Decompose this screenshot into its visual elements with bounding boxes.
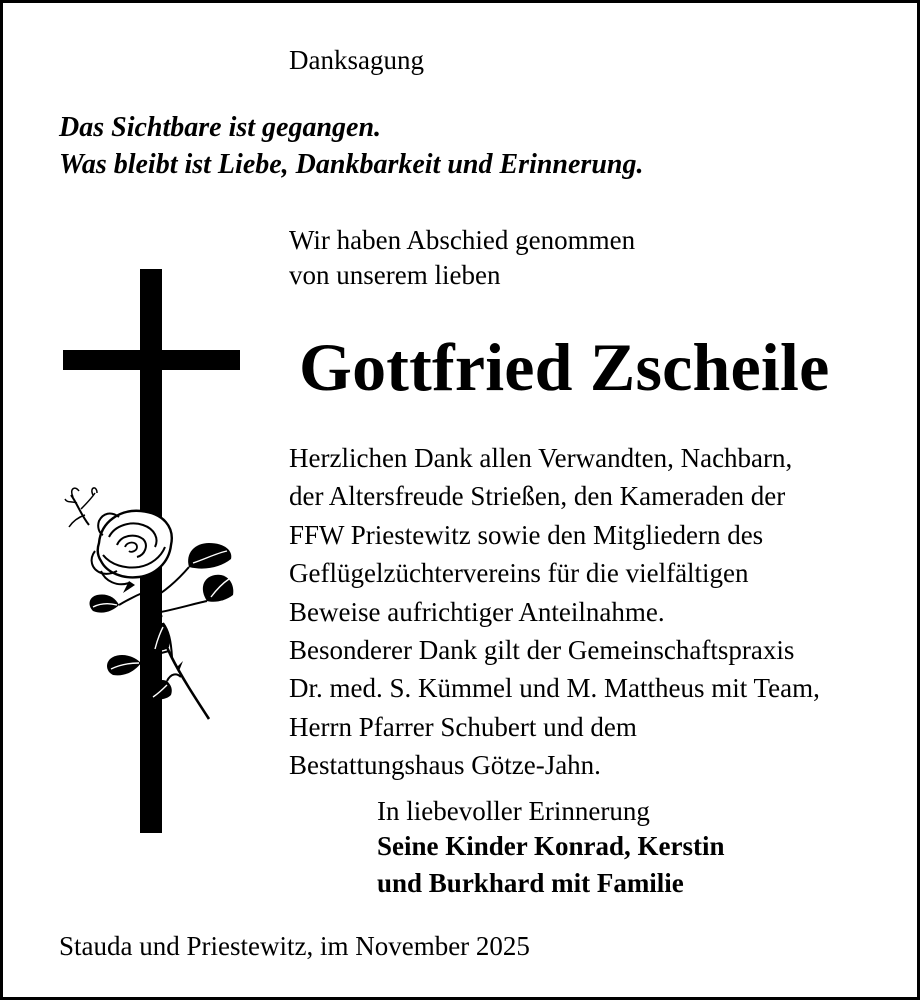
motto-line-2: Was bleibt ist Liebe, Dankbarkeit und Erinnerung. xyxy=(59,149,644,180)
thanks-line: Geflügelzüchtervereins für die vielfältigen xyxy=(289,558,749,589)
rose-icon xyxy=(59,481,239,726)
thanks-line: Besonderer Dank gilt der Gemeinschaftspraxis xyxy=(289,635,795,666)
thanks-line: der Altersfreude Strießen, den Kameraden der xyxy=(289,481,786,512)
thanks-text xyxy=(289,439,820,785)
intro-line-2: von unserem lieben xyxy=(289,260,501,290)
closing-signature-line-2: und Burkhard mit Familie xyxy=(377,868,684,898)
thanks-line: Herzlichen Dank allen Verwandten, Nachbarn, xyxy=(289,443,793,473)
notice-heading: Danksagung xyxy=(289,45,424,75)
place-date: Stauda und Priestewitz, im November 2025 xyxy=(59,931,530,961)
thanks-line: FFW Priestewitz sowie den Mitgliedern des xyxy=(289,519,764,550)
thanks-line: Dr. med. S. Kümmel und M. Mattheus mit Team, xyxy=(289,673,820,704)
cross-horizontal-beam xyxy=(63,350,240,370)
deceased-name: Gottfried Zscheile xyxy=(299,329,830,405)
closing-remembrance: In liebevoller Erinnerung xyxy=(377,796,650,826)
thanks-line: Herrn Pfarrer Schubert und dem xyxy=(289,711,637,742)
thanks-line: Bestattungshaus Götze-Jahn. xyxy=(289,750,601,781)
motto-line-1: Das Sichtbare ist gegangen. xyxy=(59,112,382,143)
closing-signature-line-1: Seine Kinder Konrad, Kerstin xyxy=(377,831,725,861)
intro-line-1: Wir haben Abschied genommen xyxy=(289,225,636,255)
thanks-line: Beweise aufrichtiger Anteilnahme. xyxy=(289,596,665,627)
